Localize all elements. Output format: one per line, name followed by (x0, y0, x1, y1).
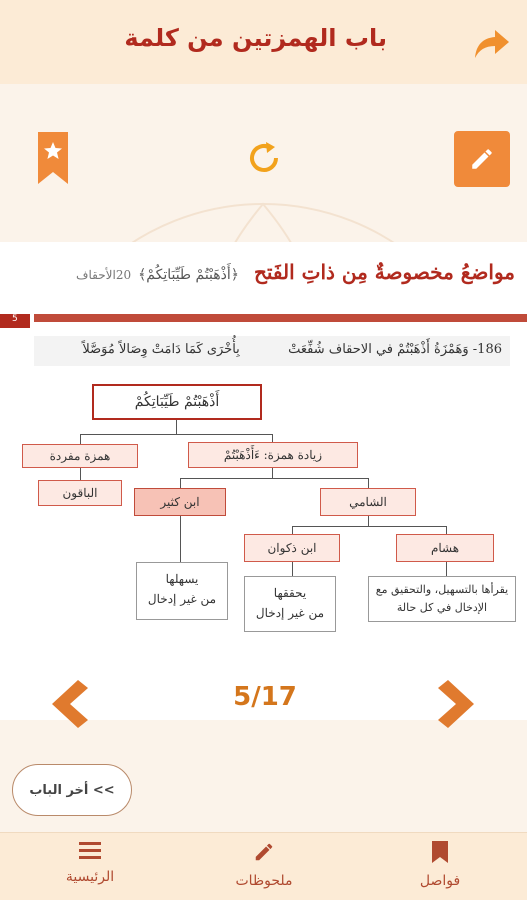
poem-first-hemistich: 186- وَهَمْزَةُ أَذْهَبْتُمْ في الاحقاف شُفِّعَتْ (288, 342, 502, 357)
page-counter: 5/17 (233, 682, 297, 712)
diagram-note-ibn-dhakwan: يحققها من غير إدخال (244, 576, 336, 632)
diagram-hisham: هشام (396, 534, 494, 562)
diagram-ibn-kathir: ابن كثير (134, 488, 226, 516)
nav-home-label: الرئيسية (65, 869, 115, 885)
next-page-arrow-icon[interactable] (434, 678, 478, 730)
lesson-card (0, 242, 527, 720)
diagram-al-baqun: الباقون (38, 480, 122, 506)
lesson-heading (76, 260, 515, 284)
page-marker: 5 (12, 314, 18, 324)
diagram-al-shami: الشامي (320, 488, 416, 516)
verse-reference: 20الأحقاف (76, 268, 132, 282)
divider-bar (0, 314, 527, 328)
pencil-icon (469, 146, 495, 172)
bookmark-star-icon[interactable] (36, 132, 70, 184)
refresh-icon[interactable] (242, 136, 286, 180)
poem-line (34, 336, 510, 366)
content-area (0, 84, 527, 832)
nav-bookmarks-label: فواصل (419, 873, 461, 889)
bookmark-icon (431, 841, 449, 863)
diagram-ibn-dhakwan: ابن ذكوان (244, 534, 340, 562)
diagram-note-hisham: يقرأها بالتسهيل، والتحقيق مع الإدخال في كل حالة (368, 576, 516, 622)
nav-bookmarks[interactable] (380, 841, 500, 889)
diagram-added-hamza: زيادة همزة: ءَأَذْهَبْتُمْ (188, 442, 358, 468)
top-bar (0, 0, 527, 84)
last-page-button[interactable] (12, 764, 132, 816)
previous-page-arrow-icon[interactable] (48, 678, 92, 730)
verse-text: ﴿أَذْهَبْتُمْ طَيِّبَاتِكُمْ﴾ (138, 267, 239, 283)
share-forward-icon[interactable] (473, 26, 513, 60)
nav-home[interactable] (30, 841, 150, 885)
edit-note-button[interactable] (454, 131, 510, 187)
diagram-note-ibn-kathir: يسهلها من غير إدخال (136, 562, 228, 620)
diagram-single-hamza: همزة مفردة (22, 444, 138, 468)
diagram-root: أَذْهَبْتُمْ طَيِّبَاتِكُمْ (92, 384, 262, 420)
bottom-nav (0, 832, 527, 900)
nav-notes[interactable] (204, 841, 324, 889)
pencil-icon (253, 841, 275, 863)
last-page-label: أخر الباب << (29, 782, 115, 798)
menu-icon (79, 841, 101, 859)
page-title: باب الهمزتين من كلمة (124, 24, 387, 52)
nav-notes-label: ملحوظات (235, 873, 293, 889)
lesson-heading-text: مواضعُ مخصوصةٌ مِن ذاتِ الفَتح (253, 260, 515, 284)
poem-second-hemistich: بِأُخْرَى كَمَا دَامَتْ وِصَالاً مُوَصَّلاً (82, 342, 240, 357)
